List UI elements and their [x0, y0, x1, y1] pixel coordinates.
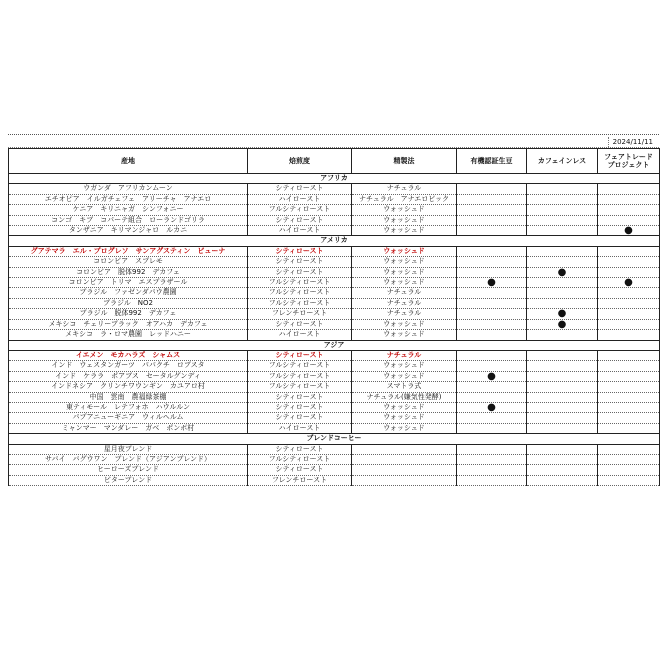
- decaf-mark: ●: [527, 309, 598, 319]
- roast-cell: シティロースト: [248, 350, 352, 360]
- organic-mark: ●: [457, 402, 527, 412]
- origin-cell: パプアニューギニア ウィルヘルム: [9, 413, 248, 423]
- decaf-mark: ●: [527, 267, 598, 277]
- process-cell: [352, 454, 457, 464]
- process-cell: スマトラ式: [352, 382, 457, 392]
- origin-cell: 中国 雲南 農福緑茶棚: [9, 392, 248, 402]
- process-cell: ウォッシュド: [352, 205, 457, 215]
- table-row: [9, 444, 660, 454]
- process-cell: ウォッシュド: [352, 361, 457, 371]
- origin-cell: ヒーローズブレンド: [9, 465, 248, 475]
- header-fairtrade: フェアトレード プロジェクト: [598, 149, 660, 174]
- roast-cell: シティロースト: [248, 413, 352, 423]
- roast-cell: シティロースト: [248, 257, 352, 267]
- origin-cell: インド ウェスタンガーツ パパクチ ロブスタ: [9, 361, 248, 371]
- origin-cell: メキシコ ラ・ロマ農園 レッドハニー: [9, 330, 248, 340]
- fairtrade-mark: [598, 392, 660, 402]
- organic-mark: [457, 392, 527, 402]
- decaf-mark: [527, 288, 598, 298]
- date-cell: 2024/11/11: [608, 137, 659, 147]
- organic-mark: [457, 226, 527, 236]
- fairtrade-mark: [598, 350, 660, 360]
- roast-cell: シティロースト: [248, 215, 352, 225]
- decaf-mark: [527, 184, 598, 194]
- table-row: [9, 454, 660, 464]
- section-title: アジア: [9, 340, 660, 350]
- origin-cell: サバイ バグウワン ブレンド（アジアンブレンド）: [9, 454, 248, 464]
- roast-cell: ハイロースト: [248, 226, 352, 236]
- fairtrade-mark: [598, 298, 660, 308]
- decaf-mark: [527, 361, 598, 371]
- roast-cell: フルシティロースト: [248, 361, 352, 371]
- fairtrade-mark: [598, 309, 660, 319]
- roast-cell: フルシティロースト: [248, 278, 352, 288]
- table-row: [9, 330, 660, 340]
- process-cell: ウォッシュド: [352, 246, 457, 256]
- section-title: ブレンドコーヒー: [9, 434, 660, 444]
- roast-cell: フルシティロースト: [248, 382, 352, 392]
- process-cell: ウォッシュド: [352, 319, 457, 329]
- roast-cell: ハイロースト: [248, 423, 352, 433]
- process-cell: ウォッシュド: [352, 278, 457, 288]
- header-roast: 焙煎度: [248, 149, 352, 174]
- organic-mark: [457, 475, 527, 485]
- organic-mark: [457, 309, 527, 319]
- table-row: [9, 257, 660, 267]
- origin-cell: グアテマラ エル・プログレソ サンアグスティン ビューナ: [9, 246, 248, 256]
- table-row: [9, 246, 660, 256]
- organic-mark: [457, 444, 527, 454]
- header-decaf: カフェインレス: [527, 149, 598, 174]
- origin-cell: タンザニア キリマンジャロ ルカニ: [9, 226, 248, 236]
- organic-mark: ●: [457, 278, 527, 288]
- table-row: [9, 288, 660, 298]
- organic-mark: [457, 423, 527, 433]
- decaf-mark: [527, 215, 598, 225]
- table-row: [9, 382, 660, 392]
- organic-mark: [457, 288, 527, 298]
- process-cell: ウォッシュド: [352, 423, 457, 433]
- process-cell: ナチュラル: [352, 298, 457, 308]
- roast-cell: シティロースト: [248, 392, 352, 402]
- decaf-mark: [527, 371, 598, 381]
- table-row: [9, 319, 660, 329]
- fairtrade-mark: ●: [598, 226, 660, 236]
- fairtrade-mark: [598, 382, 660, 392]
- organic-mark: [457, 330, 527, 340]
- fairtrade-mark: [598, 465, 660, 475]
- origin-cell: コンゴ キブ コパーテ組合 ローランドゴリラ: [9, 215, 248, 225]
- organic-mark: [457, 184, 527, 194]
- organic-mark: [457, 205, 527, 215]
- process-cell: ウォッシュド: [352, 267, 457, 277]
- fairtrade-mark: [598, 205, 660, 215]
- fairtrade-mark: [598, 330, 660, 340]
- roast-cell: フルシティロースト: [248, 454, 352, 464]
- table-row: [9, 298, 660, 308]
- decaf-mark: [527, 413, 598, 423]
- process-cell: ナチュラル: [352, 309, 457, 319]
- roast-cell: フレンチロースト: [248, 475, 352, 485]
- origin-cell: 星月夜ブレンド: [9, 444, 248, 454]
- organic-mark: [457, 382, 527, 392]
- roast-cell: シティロースト: [248, 184, 352, 194]
- fairtrade-mark: [598, 413, 660, 423]
- decaf-mark: [527, 475, 598, 485]
- table-row: [9, 350, 660, 360]
- decaf-mark: [527, 465, 598, 475]
- section-title: アフリカ: [9, 174, 660, 184]
- table-row: [9, 194, 660, 204]
- process-cell: ナチュラル(嫌気性発酵): [352, 392, 457, 402]
- table-row: [9, 309, 660, 319]
- roast-cell: ハイロースト: [248, 330, 352, 340]
- organic-mark: [457, 319, 527, 329]
- organic-mark: [457, 246, 527, 256]
- roast-cell: フルシティロースト: [248, 288, 352, 298]
- decaf-mark: [527, 423, 598, 433]
- origin-cell: ブラジル ファゼンダパウ農園: [9, 288, 248, 298]
- process-cell: ウォッシュド: [352, 413, 457, 423]
- table-row: [9, 215, 660, 225]
- section-row: [9, 236, 660, 246]
- origin-cell: 東ティモール レテフォホ ハウルルン: [9, 402, 248, 412]
- process-cell: ナチュラル アナエロビック: [352, 194, 457, 204]
- process-cell: ウォッシュド: [352, 371, 457, 381]
- table-row: [9, 475, 660, 485]
- origin-cell: コロンビア スプレモ: [9, 257, 248, 267]
- roast-cell: シティロースト: [248, 444, 352, 454]
- origin-cell: ブラジル NO2: [9, 298, 248, 308]
- organic-mark: [457, 194, 527, 204]
- fairtrade-mark: [598, 267, 660, 277]
- fairtrade-mark: [598, 371, 660, 381]
- organic-mark: [457, 350, 527, 360]
- origin-cell: ミャンマー マンダレー ガベ ポンボ村: [9, 423, 248, 433]
- fairtrade-mark: [598, 246, 660, 256]
- section-row: [9, 434, 660, 444]
- process-cell: ナチュラル: [352, 350, 457, 360]
- fairtrade-mark: [598, 184, 660, 194]
- organic-mark: [457, 413, 527, 423]
- fairtrade-mark: [598, 215, 660, 225]
- table-row: [9, 392, 660, 402]
- header-origin: 産地: [9, 149, 248, 174]
- decaf-mark: [527, 194, 598, 204]
- origin-cell: インド ケララ ポアブス セータルグンディ: [9, 371, 248, 381]
- decaf-mark: [527, 298, 598, 308]
- decaf-mark: [527, 257, 598, 267]
- header-process: 精製法: [352, 149, 457, 174]
- roast-cell: フルシティロースト: [248, 205, 352, 215]
- fairtrade-mark: ●: [598, 278, 660, 288]
- coffee-table: [8, 148, 660, 486]
- decaf-mark: [527, 226, 598, 236]
- fairtrade-mark: [598, 444, 660, 454]
- table-row: [9, 371, 660, 381]
- table-row: [9, 413, 660, 423]
- fairtrade-mark: [598, 361, 660, 371]
- organic-mark: [457, 267, 527, 277]
- fairtrade-mark: [598, 288, 660, 298]
- decaf-mark: [527, 392, 598, 402]
- organic-mark: [457, 257, 527, 267]
- table-row: [9, 402, 660, 412]
- process-cell: ウォッシュド: [352, 257, 457, 267]
- decaf-mark: [527, 205, 598, 215]
- section-row: [9, 340, 660, 350]
- process-cell: ウォッシュド: [352, 402, 457, 412]
- fairtrade-mark: [598, 475, 660, 485]
- roast-cell: シティロースト: [248, 246, 352, 256]
- organic-mark: [457, 298, 527, 308]
- fairtrade-mark: [598, 194, 660, 204]
- table-row: [9, 361, 660, 371]
- process-cell: [352, 465, 457, 475]
- process-cell: ウォッシュド: [352, 226, 457, 236]
- decaf-mark: [527, 402, 598, 412]
- top-dotted-line: [8, 134, 659, 135]
- table-row: [9, 278, 660, 288]
- origin-cell: ブラジル 脱体992 デカフェ: [9, 309, 248, 319]
- organic-mark: [457, 454, 527, 464]
- process-cell: ウォッシュド: [352, 215, 457, 225]
- decaf-mark: [527, 330, 598, 340]
- process-cell: [352, 444, 457, 454]
- header-row: [9, 149, 660, 174]
- origin-cell: インドネシア クリンチワウンギン カユアロ村: [9, 382, 248, 392]
- origin-cell: エチオピア イルガチェフェ アリーチャ アナエロ: [9, 194, 248, 204]
- process-cell: ナチュラル: [352, 184, 457, 194]
- table-body: [9, 174, 660, 486]
- fairtrade-mark: [598, 402, 660, 412]
- section-title: アメリカ: [9, 236, 660, 246]
- roast-cell: フレンチロースト: [248, 309, 352, 319]
- origin-cell: ビターブレンド: [9, 475, 248, 485]
- fairtrade-mark: [598, 257, 660, 267]
- table-row: [9, 184, 660, 194]
- table-row: [9, 423, 660, 433]
- fairtrade-mark: [598, 423, 660, 433]
- organic-mark: [457, 361, 527, 371]
- origin-cell: ケニア キリニャガ シンフォニー: [9, 205, 248, 215]
- roast-cell: シティロースト: [248, 267, 352, 277]
- decaf-mark: [527, 454, 598, 464]
- organic-mark: [457, 215, 527, 225]
- fairtrade-mark: [598, 319, 660, 329]
- roast-cell: シティロースト: [248, 465, 352, 475]
- process-cell: ウォッシュド: [352, 330, 457, 340]
- decaf-mark: [527, 350, 598, 360]
- decaf-mark: [527, 246, 598, 256]
- process-cell: [352, 475, 457, 485]
- roast-cell: フルシティロースト: [248, 298, 352, 308]
- origin-cell: メキシコ チェリーブラック オアハカ デカフェ: [9, 319, 248, 329]
- decaf-mark: ●: [527, 319, 598, 329]
- roast-cell: シティロースト: [248, 402, 352, 412]
- spreadsheet: [8, 134, 659, 486]
- table-row: [9, 205, 660, 215]
- origin-cell: イエメン モカハラズ シャムス: [9, 350, 248, 360]
- roast-cell: フルシティロースト: [248, 371, 352, 381]
- organic-mark: [457, 465, 527, 475]
- decaf-mark: [527, 382, 598, 392]
- section-row: [9, 174, 660, 184]
- roast-cell: ハイロースト: [248, 194, 352, 204]
- decaf-mark: [527, 278, 598, 288]
- origin-cell: コロンビア 脱体992 デカフェ: [9, 267, 248, 277]
- table-row: [9, 465, 660, 475]
- decaf-mark: [527, 444, 598, 454]
- origin-cell: コロンビア トリマ エスプラザール: [9, 278, 248, 288]
- fairtrade-mark: [598, 454, 660, 464]
- date-bar: [8, 137, 659, 148]
- header-organic: 有機認証生豆: [457, 149, 527, 174]
- organic-mark: ●: [457, 371, 527, 381]
- roast-cell: シティロースト: [248, 319, 352, 329]
- process-cell: ナチュラル: [352, 288, 457, 298]
- table-row: [9, 267, 660, 277]
- table-row: [9, 226, 660, 236]
- origin-cell: ウガンダ アフリカンムーン: [9, 184, 248, 194]
